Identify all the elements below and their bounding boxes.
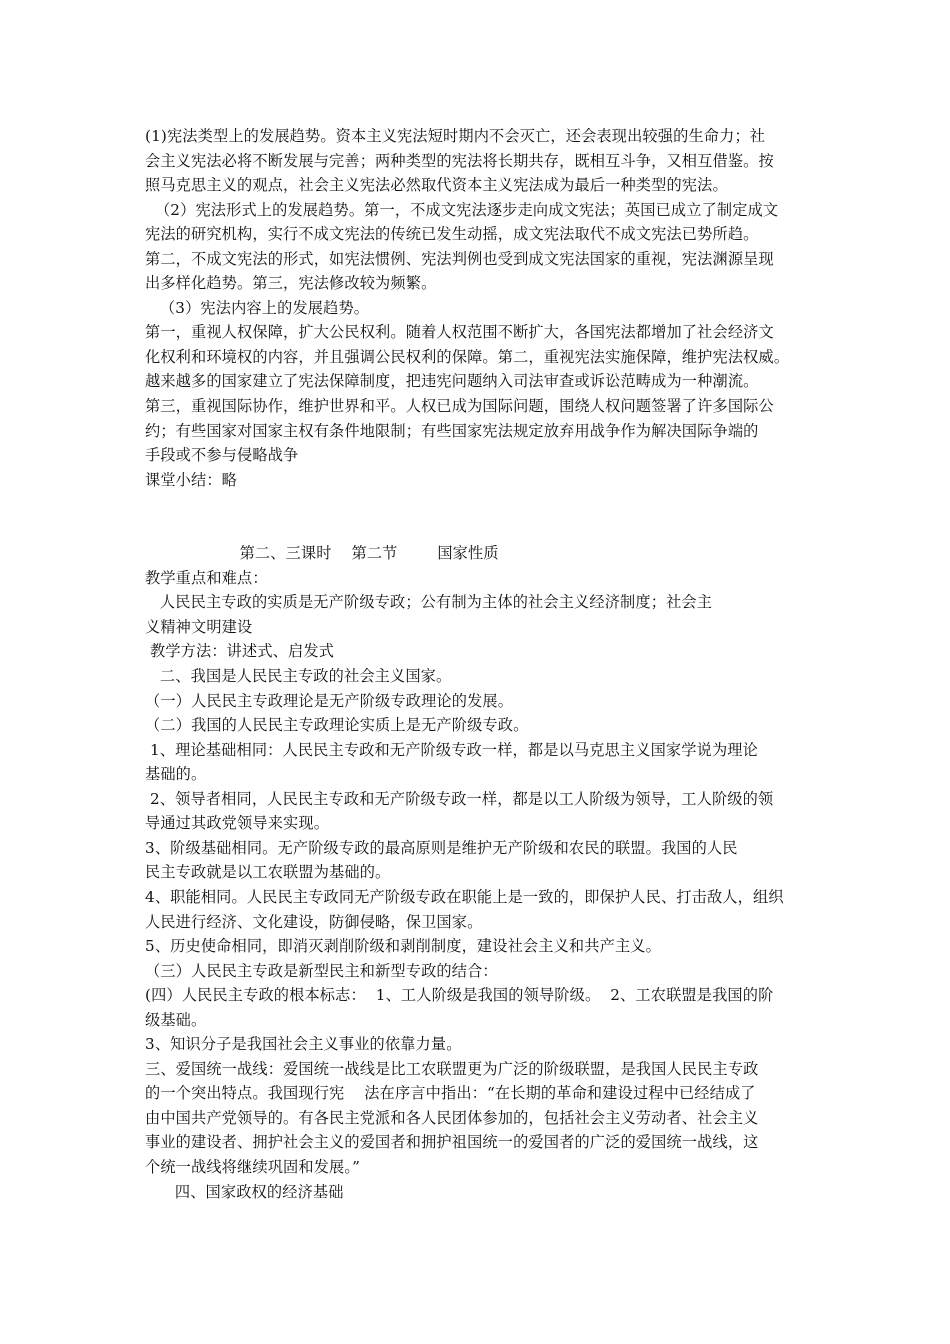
document-body — [145, 124, 813, 1204]
text-line: 手段或不参与侵略战争 — [145, 446, 299, 465]
text-line: 3、知识分子是我国社会主义事业的依靠力量。 — [145, 1035, 462, 1054]
text-line: 化权利和环境权的内容，并且强调公民权利的保障。第二，重视宪法实施保障，维护宪法权威。 — [145, 347, 790, 366]
text-line: （2）宪法形式上的发展趋势。第一，不成文宪法逐步走向成文宪法；英国已成立了制定成文 — [145, 200, 779, 219]
text-line: 4、职能相同。人民民主专政同无产阶级专政在职能上是一致的，即保护人民、打击敌人，组织 — [145, 887, 784, 906]
blank-line — [145, 492, 813, 517]
text-line: 二、我国是人民民主专政的社会主义国家。 — [145, 667, 452, 686]
text-line: 会主义宪法必将不断发展与完善；两种类型的宪法将长期共存，既相互斗争，又相互借鉴。按 — [145, 151, 774, 170]
text-line: 基础的。 — [145, 765, 207, 784]
text-line: 5、历史使命相同，即消灭剥削阶级和剥削制度，建设社会主义和共产主义。 — [145, 937, 661, 956]
text-line: 民主专政就是以工农联盟为基础的。 — [145, 863, 391, 882]
text-line: 级基础。 — [145, 1010, 207, 1029]
text-line: 人民民主专政的实质是无产阶级专政；公有制为主体的社会主义经济制度；社会主 — [145, 593, 713, 612]
text-line: 教学方法：讲述式、启发式 — [145, 642, 335, 661]
text-line: 第二、三课时 第二节 国家性质 — [145, 544, 499, 563]
text-line: （一）人民民主专政理论是无产阶级专政理论的发展。 — [145, 691, 514, 710]
text-line: （三）人民民主专政是新型民主和新型专政的结合： — [145, 961, 498, 980]
text-line: （二）我国的人民民主专政理论实质上是无产阶级专政。 — [145, 716, 529, 735]
text-line: (1)宪法类型上的发展趋势。资本主义宪法短时期内不会灭亡，还会表现出较强的生命力；社 — [145, 127, 766, 145]
text-line: 的一个突出特点。我国现行宪 法在序言中指出：“在长期的革命和建设过程中已经结成了 — [145, 1084, 756, 1103]
text-line: 四、国家政权的经济基础 — [145, 1182, 344, 1201]
text-line: 事业的建设者、拥护社会主义的爱国者和拥护祖国统一的爱国者的广泛的爱国统一战线，这 — [145, 1133, 759, 1152]
text-line: 约；有些国家对国家主权有条件地限制；有些国家宪法规定放弃用战争作为解决国际争端的 — [145, 421, 759, 440]
blank-line — [145, 517, 813, 542]
text-line: 1、理论基础相同：人民民主专政和无产阶级专政一样，都是以马克思主义国家学说为理论 — [145, 740, 758, 759]
text-line: 三、爱国统一战线：爱国统一战线是比工农联盟更为广泛的阶级联盟，是我国人民民主专政 — [145, 1059, 759, 1078]
text-line: 出多样化趋势。第三，宪法修改较为频繁。 — [145, 274, 437, 293]
text-line: 课堂小结：略 — [145, 470, 238, 489]
text-line: 第三，重视国际协作，维护世界和平。人权已成为国际问题，围绕人权问题签署了许多国际公 — [145, 397, 774, 416]
text-line: 教学重点和难点： — [145, 568, 268, 587]
text-line: 导通过其政党领导来实现。 — [145, 814, 330, 833]
text-line: 由中国共产党领导的。有各民主党派和各人民团体参加的，包括社会主义劳动者、社会主义 — [145, 1108, 759, 1127]
text-line: （3）宪法内容上的发展趋势。 — [145, 298, 370, 317]
text-line: 越来越多的国家建立了宪法保障制度，把违宪问题纳入司法审查或诉讼范畴成为一种潮流。 — [145, 372, 759, 391]
text-line: 3、阶级基础相同。无产阶级专政的最高原则是维护无产阶级和农民的联盟。我国的人民 — [145, 838, 738, 857]
text-line: 个统一战线将继续巩固和发展。” — [145, 1157, 361, 1176]
text-line: 宪法的研究机构，实行不成文宪法的传统已发生动摇，成文宪法取代不成文宪法已势所趋。 — [145, 225, 759, 244]
text-line: (四）人民民主专政的根本标志： 1、工人阶级是我国的领导阶级。 2、工农联盟是我国的阶 — [145, 986, 774, 1005]
text-line: 第一，重视人权保障，扩大公民权利。随着人权范围不断扩大，各国宪法都增加了社会经济文 — [145, 323, 774, 342]
text-line: 照马克思主义的观点，社会主义宪法必然取代资本主义宪法成为最后一种类型的宪法。 — [145, 176, 728, 195]
text-line: 义精神文明建设 — [145, 617, 253, 636]
text-line: 第二，不成文宪法的形式，如宪法惯例、宪法判例也受到成文宪法国家的重视，宪法渊源呈现 — [145, 249, 774, 268]
text-line: 2、领导者相同，人民民主专政和无产阶级专政一样，都是以工人阶级为领导，工人阶级的领 — [145, 789, 774, 808]
text-line: 人民进行经济、文化建设，防御侵略，保卫国家。 — [145, 912, 483, 931]
